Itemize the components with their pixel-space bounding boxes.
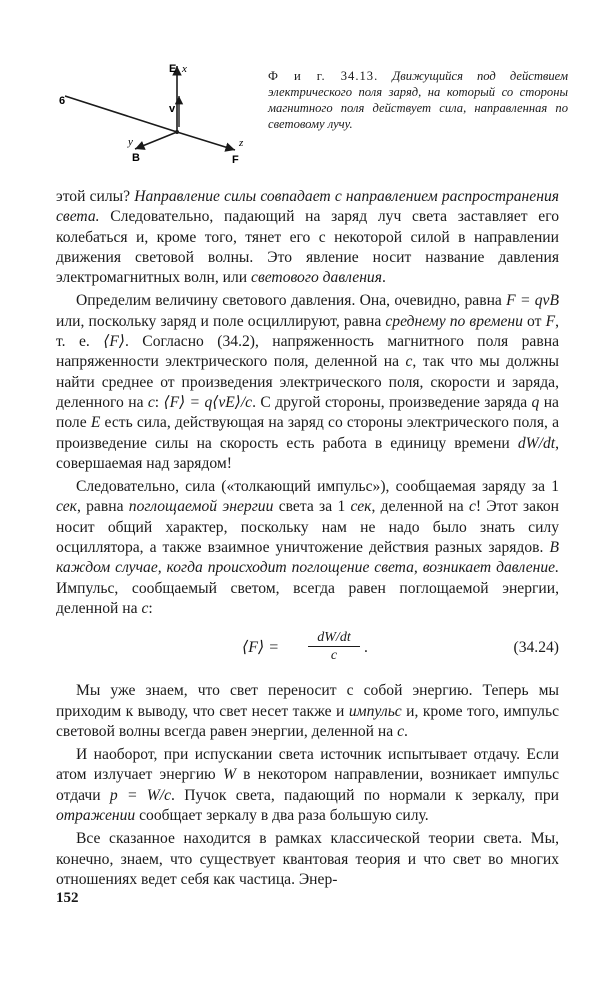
emphasis: светового давления	[251, 269, 382, 287]
label-charge: 6	[59, 95, 66, 107]
paragraph-5	[56, 745, 559, 826]
text-run: этой силы?	[56, 188, 135, 205]
emphasis: В каждом случае, когда происходит поглощение света, возникает давление.	[56, 539, 559, 577]
label-v: v	[169, 103, 176, 115]
emphasis: сек	[350, 498, 372, 516]
text-run: Следовательно, падающий на заряд луч света заставляет его колебаться и, кроме того, тянет его с некоторой силой в направлении движения световой волны. Это явление носит название давления электромагнитных волн, или	[56, 208, 559, 287]
text-run: И наоборот, при испускании света источник испытывает отдачу. Если атом излучает энергию	[56, 746, 559, 784]
math: E	[90, 414, 101, 432]
emphasis: поглощаемой энергии	[128, 498, 274, 516]
page-number: 152	[56, 890, 79, 906]
math: p = W/c	[109, 786, 172, 804]
text-run: Мы уже знаем, что свет переносит с собой энергию. Теперь мы приходим к выводу, что свет несет также и	[56, 682, 559, 720]
equation-number: (34.24)	[513, 639, 559, 657]
incident-line	[65, 96, 177, 132]
text-run: , т. е.	[56, 312, 559, 351]
math: c	[405, 353, 413, 371]
label-z: z	[239, 137, 244, 149]
figure-caption	[268, 68, 568, 132]
text-run: . Пучок света, падающий по нормали к зеркалу, при	[171, 786, 559, 804]
text-run: . Согласно (34.2), напряженность магнитного поля равна напряженности электрического поля, деленной на	[56, 333, 559, 371]
figure-34-13	[55, 52, 255, 172]
text-run: . С другой стороны, произведение заряда	[252, 393, 532, 411]
text-run: .	[404, 722, 408, 740]
math: W	[222, 766, 236, 784]
text-run: :	[154, 393, 164, 411]
text-run: на поле	[56, 393, 559, 432]
math: c	[141, 599, 149, 617]
label-e: E	[169, 63, 177, 75]
equation-period: .	[364, 639, 368, 657]
text-run: :	[148, 599, 153, 617]
equation-lhs: ⟨F⟩ =	[242, 639, 280, 657]
label-b: B	[132, 152, 140, 164]
equation-denominator: c	[330, 648, 338, 664]
text-run: , совершаемая над зарядом!	[56, 434, 559, 472]
text-run: , равна	[76, 498, 129, 516]
text-run: есть сила, действующая на заряд со стороны электрического поля, а произведение силы на скорость есть работа в единицу времени	[56, 414, 559, 452]
paragraph-2	[56, 291, 559, 474]
text-run: сообщает зеркалу в два раза большую силу.	[135, 807, 429, 825]
label-x: x	[182, 63, 187, 75]
math: c	[468, 498, 476, 516]
body-text	[56, 187, 559, 890]
emphasis: сек	[56, 498, 77, 516]
text-run: Все сказанное находится в рамках классической теории света. Мы, конечно, знаем, что существует квантовая теория и что свет во многих отношениях ведет себя как частица. Энер-	[56, 830, 559, 888]
math: q	[531, 393, 540, 411]
text-run: света за 1	[273, 498, 351, 516]
math: F = qvB	[506, 292, 559, 310]
text-run: в некотором направлении, возникает импульс отдачи	[56, 766, 559, 804]
text-run: Импульс, сообщаемый светом, всегда равен поглощаемой энергии, деленной на	[56, 579, 559, 617]
charge-diagram	[55, 52, 255, 172]
text-run: .	[381, 269, 386, 287]
emphasis: отражении	[56, 807, 136, 825]
text-run: и, кроме того, импульс световой волны всегда равен энергии, деленной на	[56, 702, 559, 740]
math: dW/dt	[517, 434, 556, 452]
text-run: Определим величину светового давления. Она, очевидно, равна	[76, 292, 507, 310]
b-axis	[135, 132, 177, 149]
paragraph-6	[56, 829, 559, 890]
paragraph-4	[56, 681, 559, 742]
emphasis: Направление силы совпадает с направлением распространения света.	[56, 188, 559, 226]
math: c	[147, 393, 155, 411]
caption-lead: Ф и г. 34.13.	[268, 69, 379, 83]
charge-point	[175, 130, 179, 134]
text-run: или, поскольку заряд и поле осциллируют, равна	[56, 312, 386, 330]
text-run: Следовательно, сила («толкающий импульс»), сообщаемая заряду за 1	[76, 478, 559, 496]
label-y: y	[128, 136, 133, 148]
paragraph-3	[56, 477, 559, 619]
caption-text: Движущийся под действием электрического поля заряд, на который со стороны магнитного поля действует сила, направленная по световому лучу.	[268, 69, 568, 131]
text-run: от	[522, 312, 546, 330]
equation-fraction	[308, 629, 360, 664]
label-f: F	[232, 154, 239, 166]
math: ⟨F⟩ = q⟨vE⟩/c	[163, 393, 253, 411]
f-axis	[177, 132, 235, 150]
math: c	[397, 722, 405, 740]
paragraph-1	[56, 187, 559, 288]
math: F	[545, 312, 556, 330]
text-run: ! Этот закон носит общий характер, поскольку нам не надо было знать силу осциллятора, а также взаимное уничтожение действия разных зарядов.	[56, 498, 559, 557]
emphasis: среднему по времени	[385, 312, 523, 330]
equation-numerator: dW/dt	[308, 629, 360, 647]
text-run: , деленной на	[371, 498, 469, 516]
text-run: , так что мы должны найти среднее от произведения электрического поля, скорости и заряда, деленного на	[56, 353, 559, 411]
emphasis: импульс	[348, 702, 402, 720]
math: ⟨F⟩	[103, 333, 125, 351]
equation-34-24	[56, 629, 559, 667]
